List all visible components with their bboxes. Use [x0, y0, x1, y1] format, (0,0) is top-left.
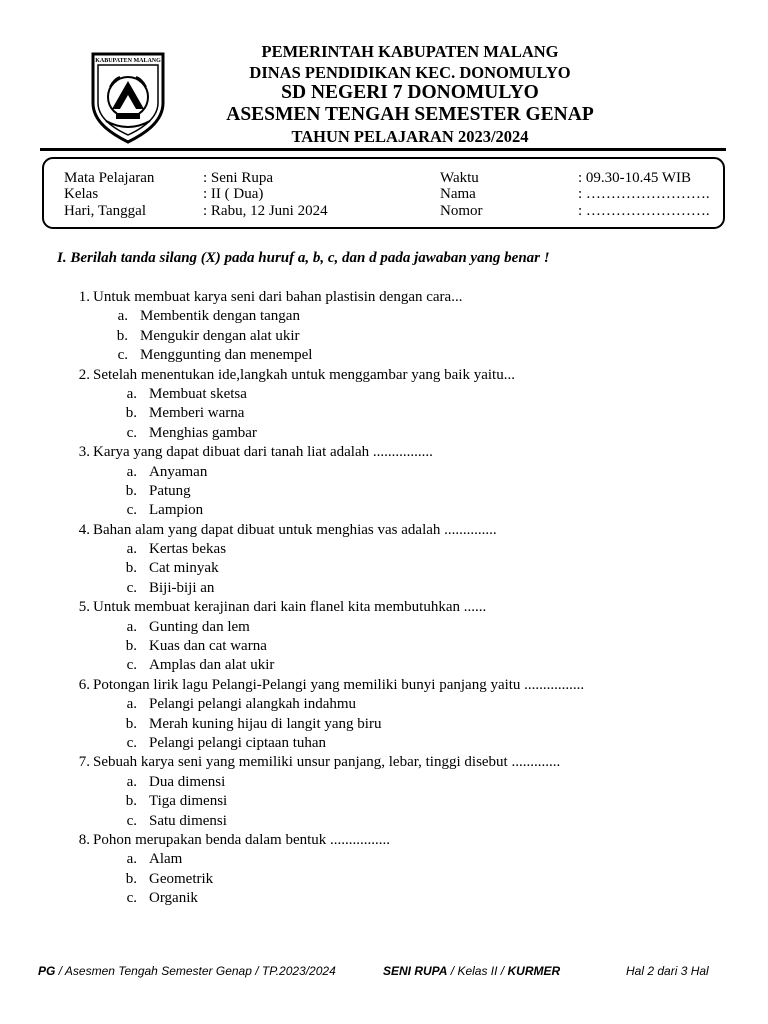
question-text: Karya yang dapat dibuat dari tanah liat adalah ................ — [93, 444, 433, 461]
option-letter: c. — [126, 424, 137, 441]
option-text: Tiga dimensi — [149, 793, 228, 810]
option-item[interactable] — [0, 482, 768, 501]
option-text: Memberi warna — [149, 405, 245, 422]
question-item — [0, 598, 768, 617]
question-item — [0, 366, 768, 385]
class-label: Kelas — [64, 186, 99, 202]
question-text: Potongan lirik lagu Pelangi-Pelangi yang memiliki bunyi panjang yaitu ................ — [93, 676, 585, 693]
option-text: Alam — [149, 851, 183, 868]
subject-value: : Seni Rupa — [203, 170, 273, 186]
option-text: Organik — [149, 890, 198, 907]
option-text: Kertas bekas — [149, 541, 227, 558]
option-item[interactable] — [0, 385, 768, 404]
option-text: Membuat sketsa — [149, 385, 247, 402]
option-text: Biji-biji an — [149, 579, 215, 596]
question-number: 6. — [78, 676, 90, 693]
question-text: Pohon merupakan benda dalam bentuk ................ — [93, 831, 391, 848]
date-label: Hari, Tanggal — [64, 203, 146, 219]
option-letter: c. — [117, 347, 128, 364]
option-letter: c. — [126, 812, 137, 829]
question-text: Setelah menentukan ide,langkah untuk menggambar yang baik yaitu... — [93, 366, 515, 383]
question-number: 3. — [78, 444, 90, 461]
question-number: 2. — [78, 366, 90, 383]
question-item — [0, 288, 768, 307]
option-letter: c. — [126, 734, 137, 751]
option-item[interactable] — [0, 559, 768, 578]
option-letter: c. — [126, 657, 137, 674]
kabupaten-malang-logo — [90, 51, 166, 145]
question-text: Bahan alam yang dapat dibuat untuk menghias vas adalah .............. — [93, 521, 497, 538]
number-label: Nomor — [440, 203, 483, 219]
option-text: Geometrik — [149, 870, 214, 887]
question-item — [0, 443, 768, 462]
class-value: : II ( Dua) — [203, 186, 264, 202]
option-text: Membentik dengan tangan — [140, 308, 300, 325]
option-text: Menghias gambar — [149, 424, 257, 441]
option-text: Mengukir dengan alat ukir — [140, 327, 300, 344]
option-text: Dua dimensi — [149, 773, 226, 790]
option-item[interactable] — [0, 540, 768, 559]
time-label: Waktu — [440, 170, 479, 186]
option-text: Menggunting dan menempel — [140, 347, 313, 364]
option-letter: a. — [126, 851, 137, 868]
option-text: Merah kuning hijau di langit yang biru — [149, 715, 382, 732]
option-item[interactable] — [0, 307, 768, 326]
option-item[interactable] — [0, 812, 768, 831]
section-instruction: I. Berilah tanda silang (X) pada huruf a, b, c, dan d pada jawaban yang benar ! — [57, 250, 550, 266]
option-item[interactable] — [0, 734, 768, 753]
option-letter: b. — [125, 870, 137, 887]
question-text: Untuk membuat karya seni dari bahan plastisin dengan cara... — [93, 289, 463, 305]
subject-label: Mata Pelajaran — [64, 170, 155, 186]
name-label: Nama — [440, 186, 476, 202]
header-school-year: TAHUN PELAJARAN 2023/2024 — [291, 127, 529, 146]
question-number: 5. — [78, 599, 90, 616]
question-text: Untuk membuat kerajinan dari kain flanel kita membutuhkan ...... — [93, 599, 487, 616]
option-letter: b. — [125, 405, 137, 422]
option-letter: a. — [117, 308, 128, 325]
option-item[interactable] — [0, 656, 768, 675]
date-value: : Rabu, 12 Juni 2024 — [203, 203, 328, 219]
option-item[interactable] — [0, 404, 768, 423]
option-letter: a. — [126, 618, 137, 635]
option-letter: b. — [125, 715, 137, 732]
option-item[interactable] — [0, 773, 768, 792]
header-exam-title: ASESMEN TENGAH SEMESTER GENAP — [226, 104, 594, 125]
option-item[interactable] — [0, 579, 768, 598]
option-item[interactable] — [0, 695, 768, 714]
option-item[interactable] — [0, 327, 768, 346]
footer-subject: SENI RUPA — [383, 964, 448, 978]
option-item[interactable] — [0, 424, 768, 443]
option-letter: a. — [126, 541, 137, 558]
option-item[interactable] — [0, 870, 768, 889]
option-letter: c. — [126, 502, 137, 519]
option-letter: a. — [126, 463, 137, 480]
option-item[interactable] — [0, 850, 768, 869]
footer-curriculum: KURMER — [507, 964, 561, 978]
svg-text:KABUPATEN MALANG: KABUPATEN MALANG — [95, 58, 161, 64]
footer-exam-info: / Asesmen Tengah Semester Genap / TP.2023/2024 — [55, 964, 336, 978]
option-item[interactable] — [0, 715, 768, 734]
option-text: Pelangi pelangi ciptaan tuhan — [149, 734, 327, 751]
option-text: Amplas dan alat ukir — [149, 657, 275, 674]
question-item — [0, 676, 768, 695]
option-letter: b. — [125, 560, 137, 577]
question-number: 7. — [78, 754, 90, 771]
option-text: Gunting dan lem — [149, 618, 250, 635]
option-letter: a. — [126, 385, 137, 402]
option-letter: c. — [126, 890, 137, 907]
option-text: Satu dimensi — [149, 812, 227, 829]
option-item[interactable] — [0, 463, 768, 482]
question-number: 1. — [78, 289, 90, 305]
option-letter: b. — [125, 793, 137, 810]
option-text: Patung — [149, 482, 191, 499]
question-text: Sebuah karya seni yang memiliki unsur panjang, lebar, tinggi disebut ............. — [93, 754, 561, 771]
footer-class: / Kelas II / — [447, 964, 508, 978]
option-item[interactable] — [0, 618, 768, 637]
option-item[interactable] — [0, 501, 768, 520]
question-number: 8. — [78, 831, 90, 848]
number-field[interactable]: : ……………………. — [578, 203, 710, 219]
option-text: Cat minyak — [149, 560, 219, 577]
option-text: Pelangi pelangi alangkah indahmu — [149, 696, 357, 713]
option-text: Lampion — [149, 502, 204, 519]
option-item[interactable] — [0, 792, 768, 811]
footer-pg: PG — [38, 964, 56, 978]
header-school: SD NEGERI 7 DONOMULYO — [281, 82, 539, 103]
option-letter: c. — [126, 579, 137, 596]
name-field[interactable]: : ……………………. — [578, 186, 710, 202]
question-list — [0, 288, 768, 909]
footer-left — [38, 964, 336, 978]
option-text: Anyaman — [149, 463, 208, 480]
time-value: : 09.30-10.45 WIB — [578, 170, 692, 186]
question-item — [0, 831, 768, 850]
footer-page-number: Hal 2 dari 3 Hal — [626, 964, 709, 978]
header-government: PEMERINTAH KABUPATEN MALANG — [261, 42, 559, 61]
option-letter: b. — [125, 482, 137, 499]
footer-middle — [383, 964, 560, 978]
option-text: Kuas dan cat warna — [149, 638, 267, 655]
question-item — [0, 521, 768, 540]
question-number: 4. — [78, 521, 90, 538]
option-item[interactable] — [0, 346, 768, 365]
option-letter: a. — [126, 696, 137, 713]
header-divider — [40, 148, 726, 151]
question-item — [0, 753, 768, 772]
option-letter: b. — [125, 638, 137, 655]
header-department: DINAS PENDIDIKAN KEC. DONOMULYO — [249, 63, 571, 82]
option-item[interactable] — [0, 889, 768, 908]
option-letter: b. — [116, 327, 128, 344]
option-letter: a. — [126, 773, 137, 790]
option-item[interactable] — [0, 637, 768, 656]
